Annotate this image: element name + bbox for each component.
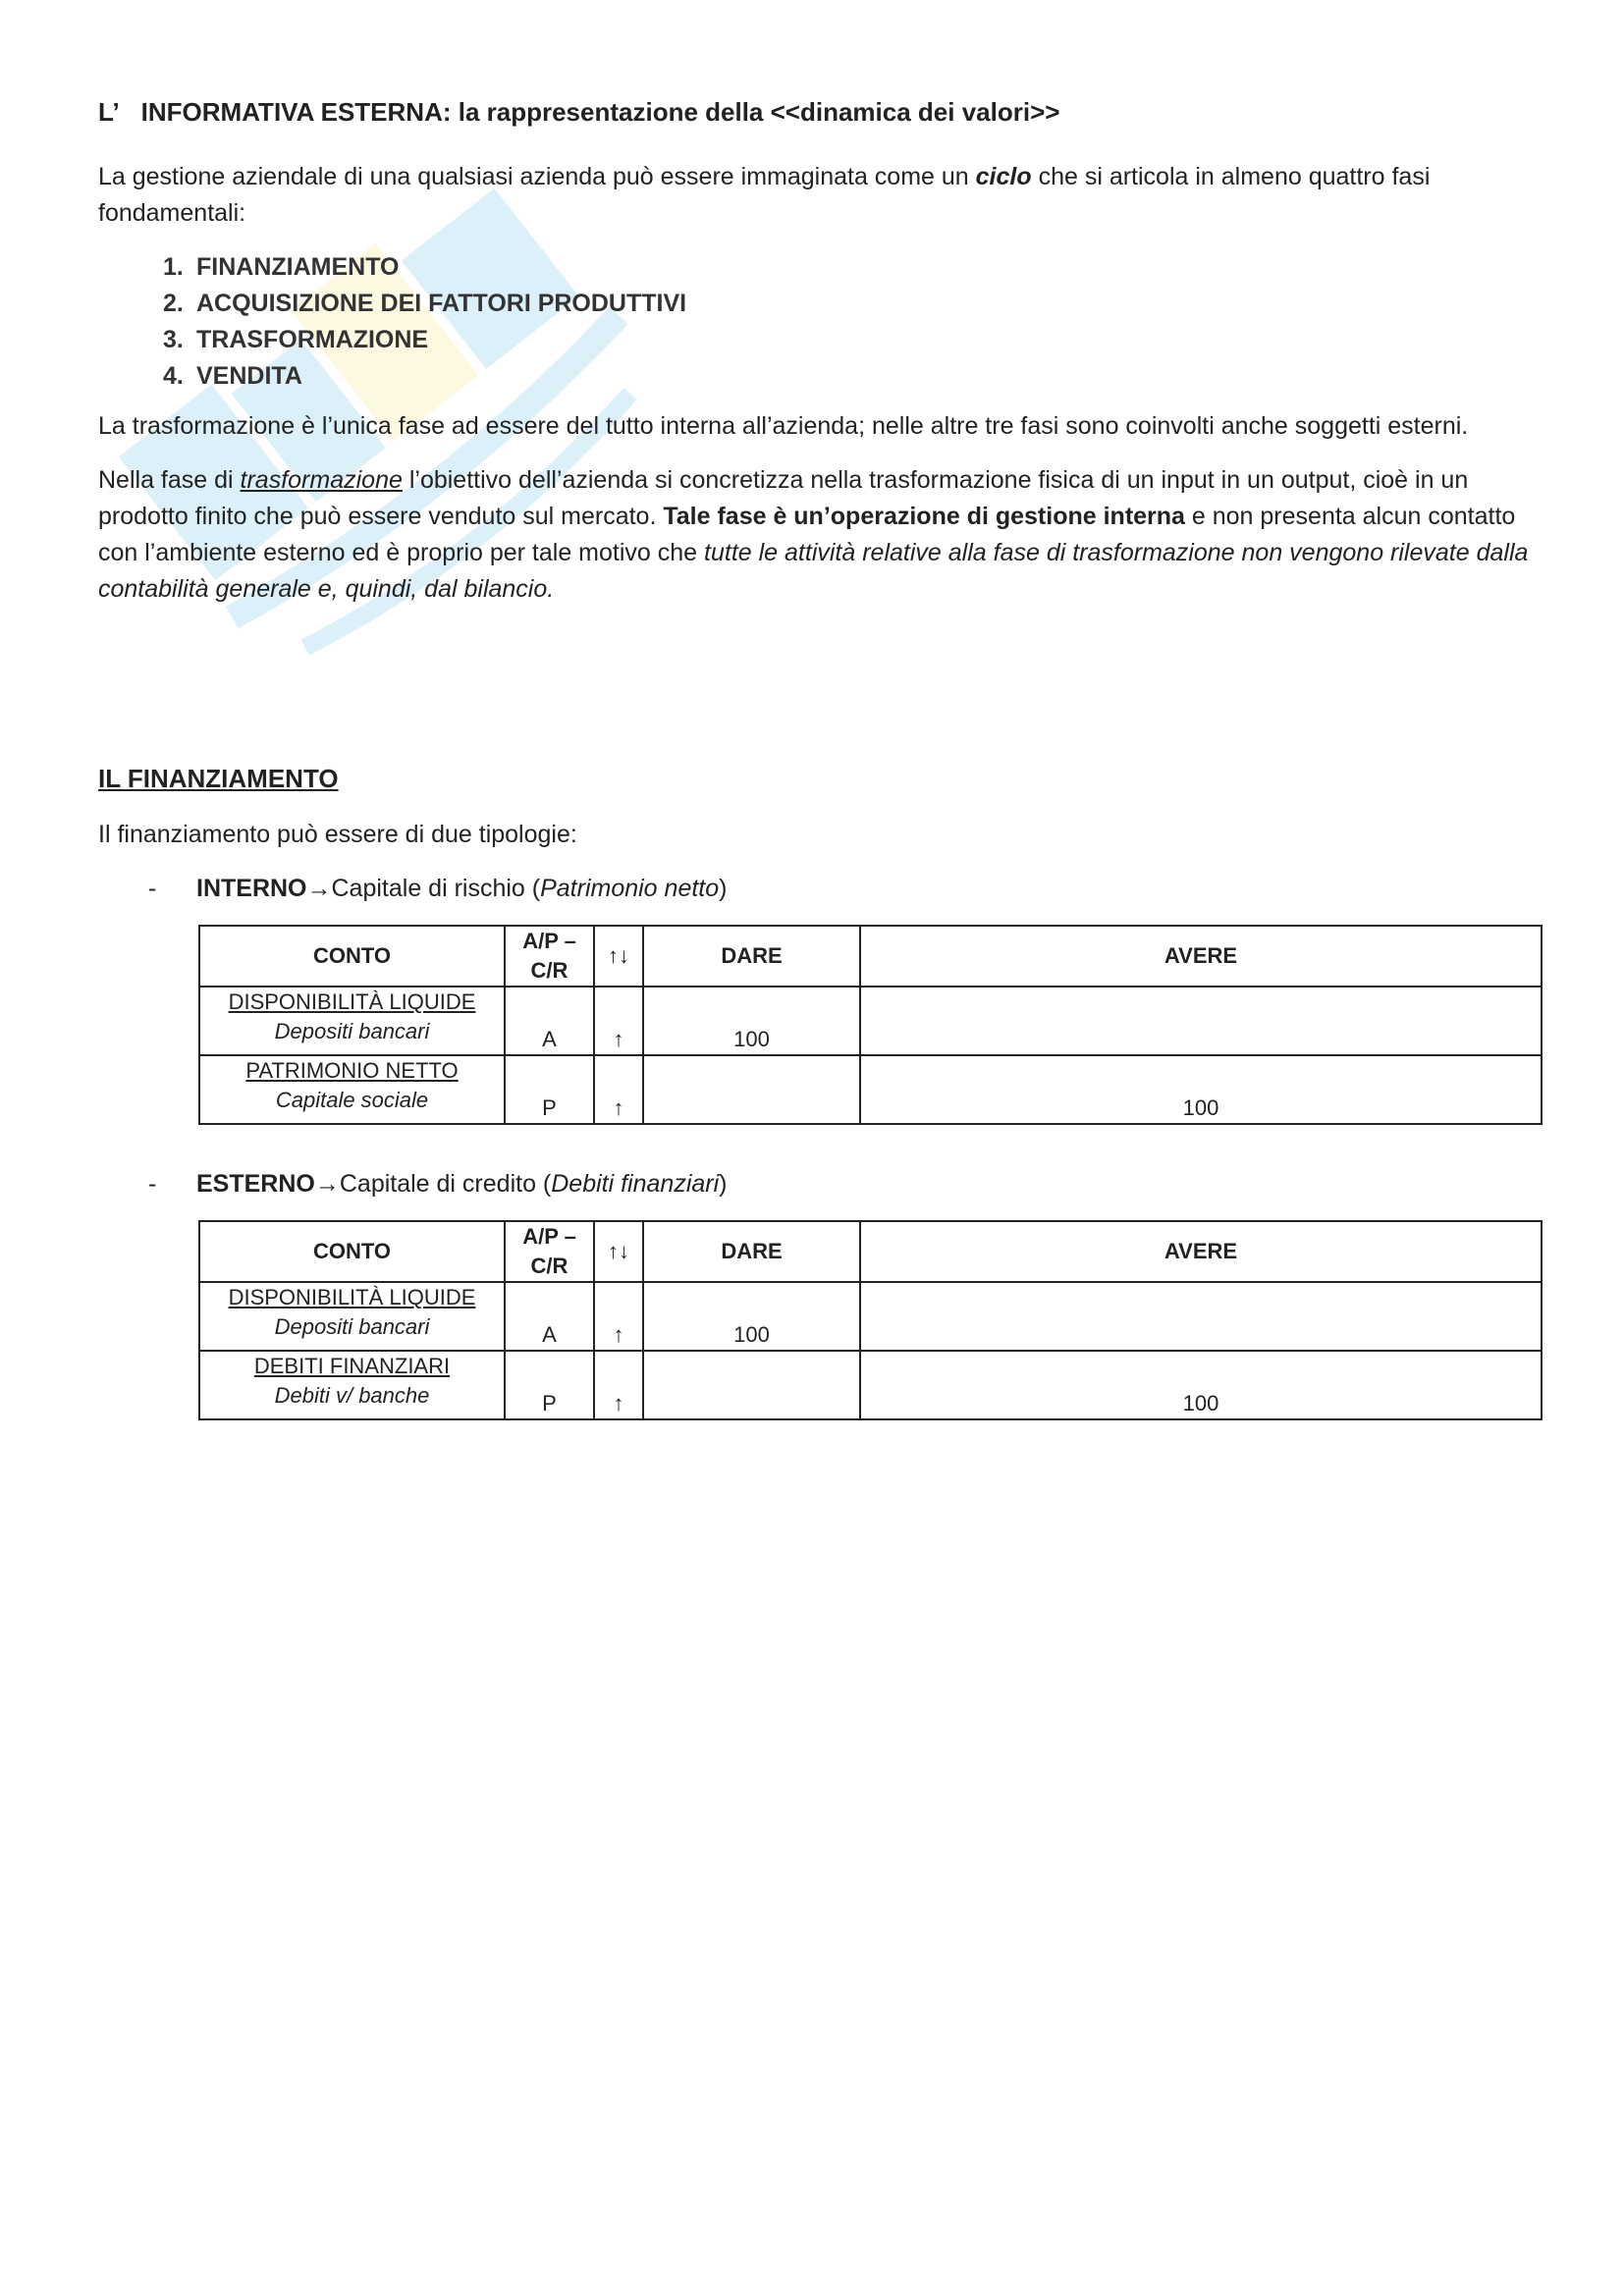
cell-dare: 100 — [643, 1282, 860, 1351]
account-name: DEBITI FINANZIARI — [253, 1354, 451, 1378]
type-name: ESTERNO — [196, 1170, 315, 1198]
list-item — [98, 249, 1542, 286]
cell-ap: A — [505, 1282, 594, 1351]
paragraph-2: La trasformazione è l’unica fase ad essere del tutto interna all’azienda; nelle altre tre fasi sono coinvolti anche soggetti esterni. — [98, 412, 1469, 440]
cell-account — [199, 987, 505, 1055]
header-avere: AVERE — [860, 1221, 1542, 1282]
account-sub: Debiti v/ banche — [274, 1383, 430, 1408]
list-label: TRASFORMAZIONE — [196, 326, 429, 353]
financing-type-external — [98, 1166, 1542, 1202]
header-direction: ↑↓ — [594, 1221, 643, 1282]
document-page — [98, 94, 1542, 1420]
arrow-icon: → — [314, 1170, 340, 1198]
cell-direction: ↑ — [594, 1351, 643, 1419]
list-label: ACQUISIZIONE DEI FATTORI PRODUTTIVI — [196, 290, 687, 317]
cell-account — [199, 1282, 505, 1351]
cell-avere — [860, 1282, 1542, 1351]
intro-text: La gestione aziendale di una qualsiasi azienda può essere immaginata come un — [98, 163, 976, 190]
account-sub: Capitale sociale — [275, 1088, 429, 1112]
type-name: INTERNO — [196, 875, 307, 902]
cell-ap: P — [505, 1351, 594, 1419]
p3-italic: tutte le attività relative alla fase di trasformazione non vengono rilevate dalla contabilità generale e, quindi, dal bilancio. — [98, 539, 1529, 603]
list-item — [98, 286, 1542, 322]
cell-dare: 100 — [643, 987, 860, 1055]
cell-dare — [643, 1055, 860, 1124]
section-heading: IL FINANZIAMENTO — [98, 764, 339, 793]
header-avere: AVERE — [860, 926, 1542, 987]
type-desc: Capitale di rischio ( — [331, 875, 541, 902]
list-item — [98, 322, 1542, 358]
cell-avere: 100 — [860, 1351, 1542, 1419]
type-desc-end: ) — [719, 1170, 728, 1198]
table-header-row — [199, 926, 1542, 987]
list-label: FINANZIAMENTO — [196, 253, 400, 281]
cell-avere — [860, 987, 1542, 1055]
header-conto: CONTO — [199, 1221, 505, 1282]
table-row — [199, 1351, 1542, 1419]
journal-table-internal — [198, 925, 1543, 1125]
cell-dare — [643, 1351, 860, 1419]
header-ap: A/P – C/R — [505, 1221, 594, 1282]
dash-bullet: - — [148, 875, 157, 902]
list-label: VENDITA — [196, 362, 302, 390]
p3-bold: Tale fase è un’operazione di gestione interna — [663, 503, 1185, 530]
page-title — [98, 94, 1542, 130]
list-item — [98, 358, 1542, 395]
list-number: 2. — [163, 290, 184, 317]
type-desc: Capitale di credito ( — [339, 1170, 552, 1198]
header-dare: DARE — [643, 926, 860, 987]
account-sub: Depositi bancari — [274, 1019, 430, 1043]
financing-type-internal — [98, 871, 1542, 907]
header-ap: A/P – C/R — [505, 926, 594, 987]
cell-direction: ↑ — [594, 987, 643, 1055]
phases-list — [98, 249, 1542, 395]
list-number: 3. — [163, 326, 184, 353]
account-sub: Depositi bancari — [274, 1314, 430, 1339]
cell-account — [199, 1351, 505, 1419]
p3-text: e non presenta alcun contatto con l’ambiente esterno ed è proprio per tale motivo che — [98, 503, 1516, 566]
cell-avere: 100 — [860, 1055, 1542, 1124]
header-direction: ↑↓ — [594, 926, 643, 987]
paragraph-3 — [98, 462, 1542, 608]
header-conto: CONTO — [199, 926, 505, 987]
title-text: INFORMATIVA ESTERNA: la rappresentazione della <<dinamica dei valori>> — [140, 97, 1060, 127]
account-name: PATRIMONIO NETTO — [245, 1058, 459, 1083]
type-desc-end: ) — [719, 875, 728, 902]
dash-bullet: - — [148, 1170, 157, 1198]
list-number: 1. — [163, 253, 184, 281]
account-name: DISPONIBILITÀ LIQUIDE — [228, 1285, 476, 1309]
cell-direction: ↑ — [594, 1282, 643, 1351]
p3-text: Nella fase di — [98, 466, 241, 494]
type-desc-italic: Patrimonio netto — [540, 875, 720, 902]
table-row — [199, 1282, 1542, 1351]
cell-account — [199, 1055, 505, 1124]
table-row — [199, 1055, 1542, 1124]
type-desc-italic: Debiti finanziari — [551, 1170, 720, 1198]
account-name: DISPONIBILITÀ LIQUIDE — [228, 989, 476, 1014]
table-row — [199, 987, 1542, 1055]
header-dare: DARE — [643, 1221, 860, 1282]
cell-ap: A — [505, 987, 594, 1055]
intro-emphasis: ciclo — [975, 163, 1032, 190]
cell-direction: ↑ — [594, 1055, 643, 1124]
p3-underlined: trasformazione — [240, 466, 403, 494]
journal-table-external — [198, 1220, 1543, 1420]
p3-text: l’obiettivo dell’azienda si concretizza nella trasformazione fisica di un input in un output, cioè in un prodotto finito che può essere venduto sul mercato. — [98, 466, 1469, 530]
arrow-icon: → — [306, 875, 332, 902]
intro-paragraph — [98, 159, 1542, 232]
title-prefix: L’ — [98, 97, 120, 127]
financing-intro: Il finanziamento può essere di due tipologie: — [98, 821, 577, 848]
intro-text-end: che si articola in almeno quattro fasi fondamentali: — [98, 163, 1431, 227]
table-header-row — [199, 1221, 1542, 1282]
list-number: 4. — [163, 362, 184, 390]
cell-ap: P — [505, 1055, 594, 1124]
